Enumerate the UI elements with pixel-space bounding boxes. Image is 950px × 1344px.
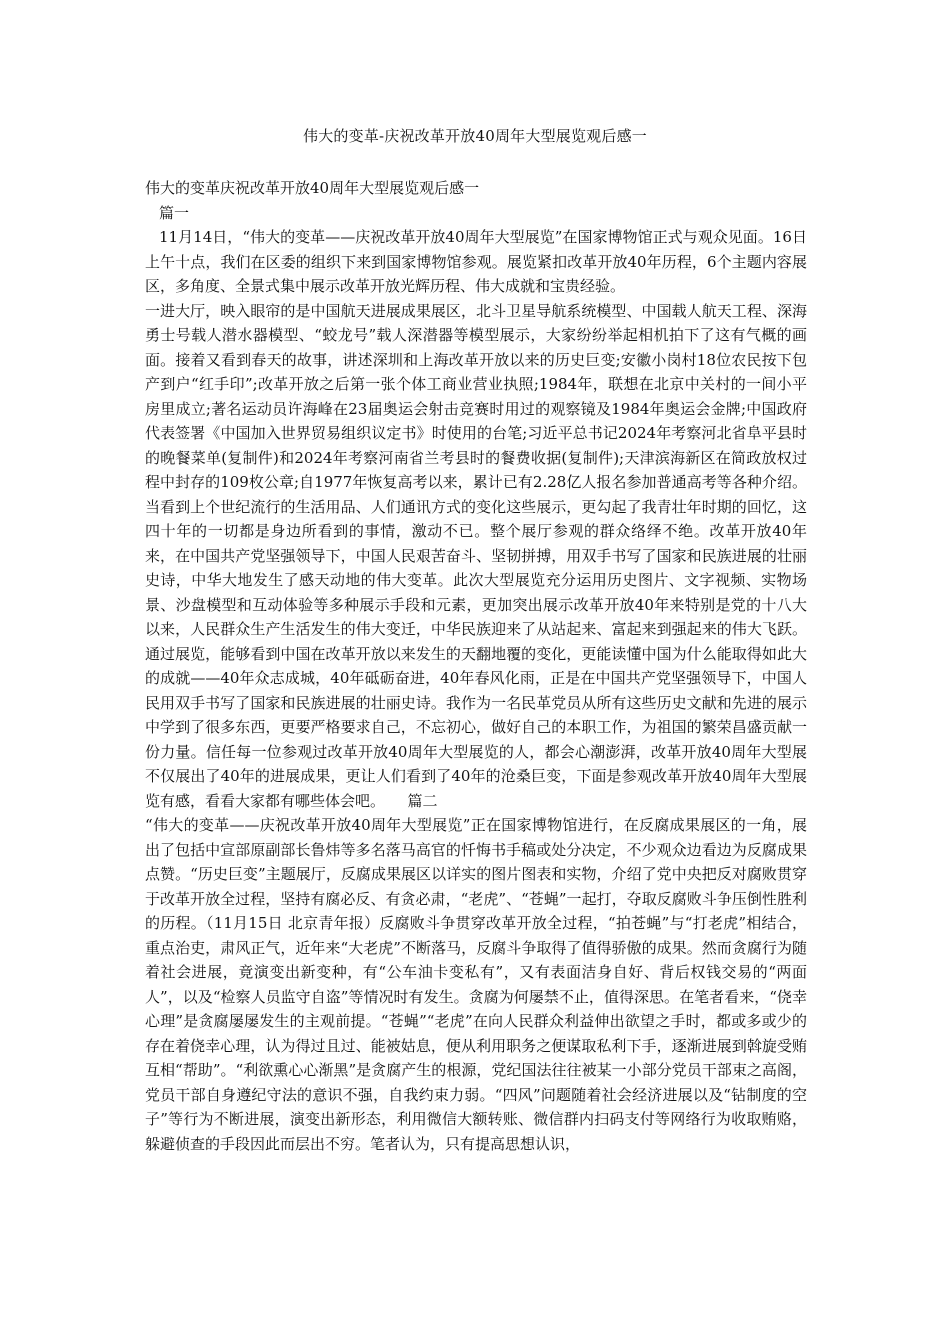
paragraph-3: “伟大的变革——庆祝改革开放40周年大型展览”正在国家博物馆进行，在反腐成果展区的一角，展出了包括中宣部原副部长鲁炜等多名落马高官的忏悔书手稿或处分决定，不少观众边看边为反腐成果点赞。“历史巨变”主题展厅，反腐成果展区以详实的图片图表和实物，介绍了党中央把反对腐败贯穿于改革开放全过程，坚持有腐必反、有贪必肃，“老虎”、“苍蝇”一起打，夺取反腐败斗争压倒性胜利的历程。（11月15日 北京青年报）反腐败斗争贯穿改革开放全过程，“拍苍蝇”与“打老虎”相结合，重点治吏，肃风正气，近年来“大老虎”不断落马，反腐斗争取得了值得骄傲的成果。然而贪腐行为随着社会进展，竟演变出新变种，有“公车油卡变私有”，又有表面洁身自好、背后权钱交易的“两面人”，以及“检察人员监守自盗”等情况时有发生。贪腐为何屡禁不止，值得深思。在笔者看来，“侥幸心理”是贪腐屡屡发生的主观前提。“苍蝇”“老虎”在向人民群众利益伸出欲望之手时，都或多或少的存在着侥幸心理，认为得过且过、能被姑息，便从利用职务之便谋取私利下手，逐渐进展到斡旋受贿互相“帮助”。“利欲熏心心渐黑”是贪腐产生的根源，党纪国法往往被某一小部分党员干部束之高阁，党员干部自身遵纪守法的意识不强，自我约束力弱。“四风”问题随着社会经济进展以及“钻制度的空子”等行为不断进展，演变出新形态，利用微信大额转账、微信群内扫码支付等网络行为收取贿赂，躲避侦查的手段因此而层出不穷。笔者认为，只有提高思想认识，: [145, 816, 807, 1153]
section-label-one: 篇一: [159, 203, 190, 222]
paragraph-2-text: 一进大厅，映入眼帘的是中国航天进展成果展区，北斗卫星导航系统模型、中国载人航天工程、深海勇士号载人潜水器模型、“蛟龙号”载人深潜器等模型展示，大家纷纷举起相机拍下了这有气概的画面。接着又看到春天的故事，讲述深圳和上海改革开放以来的历史巨变;安徽小岗村18位农民按下包产到户“红手印”;改革开放之后第一张个体工商业营业执照;1984年，联想在北京中关村的一间小平房里成立;著名运动员许海峰在23届奥运会射击竞赛时用过的观察镜及1984年奥运会金牌;中国政府代表签署《中国加入世界贸易组织议定书》时使用的台笔;习近平总书记2024年考察河北省阜平县时的晚餐菜单(复制件)和2024年考察河南省兰考县时的餐费收据(复制件);天津滨海新区在简政放权过程中封存的109枚公章;自1977年恢复高考以来，累计已有2.28亿人报名参加普通高考等各种介绍。当看到上个世纪流行的生活用品、人们通讯方式的变化这些展示，更勾起了我青壮年时期的回忆，这四十年的一切都是身边所看到的事情，激动不已。整个展厅参观的群众络绎不绝。改革开放40年来，在中国共产党坚强领导下，中国人民艰苦奋斗、坚韧拼搏，用双手书写了国家和民族进展的壮丽史诗，中华大地发生了感天动地的伟大变革。此次大型展览充分运用历史图片、文字视频、实物场景、沙盘模型和互动体验等多种展示手段和元素，更加突出展示改革开放40年来特别是党的十八大以来，人民群众生产生活发生的伟大变迁，中华民族迎来了从站起来、富起来到强起来的伟大飞跃。通过展览，能够看到中国在改革开放以来发生的天翻地覆的变化，更能读懂中国为什么能取得如此大的成就——40年众志成城，40年砥砺奋进，40年春风化雨，正是在中国共产党坚强领导下，中国人民用双手书写了国家和民族进展的壮丽史诗。我作为一名民革党员从所有这些历史文献和先进的展示中学到了很多东西，更要严格要求自己，不忘初心，做好自己的本职工作，为祖国的繁荣昌盛贡献一份力量。信任每一位参观过改革开放40周年大型展览的人，都会心潮澎湃，改革开放40周年大型展不仅展出了40年的进展成果，更让人们看到了40年的沧桑巨变，下面是参观改革开放40周年大型展览有感，看看大家都有哪些体会吧。: [145, 301, 807, 810]
paragraph-2: [145, 299, 807, 814]
document-title: 伟大的变革-庆祝改革开放40周年大型展览观后感一: [303, 127, 647, 145]
paragraph-1: 11月14日，“伟大的变革——庆祝改革开放40周年大型展览”在国家博物馆正式与观众见面。16日上午十点，我们在区委的组织下来到国家博物馆参观。展览紧扣改革开放40年历程，6个主题内容展区，多角度、全景式集中展示改革开放光辉历程、伟大成就和宝贵经验。: [145, 228, 807, 295]
document-body: [145, 176, 807, 1156]
section-label-two: 篇二: [407, 791, 438, 810]
document-subtitle: 伟大的变革庆祝改革开放40周年大型展览观后感一: [145, 179, 480, 197]
